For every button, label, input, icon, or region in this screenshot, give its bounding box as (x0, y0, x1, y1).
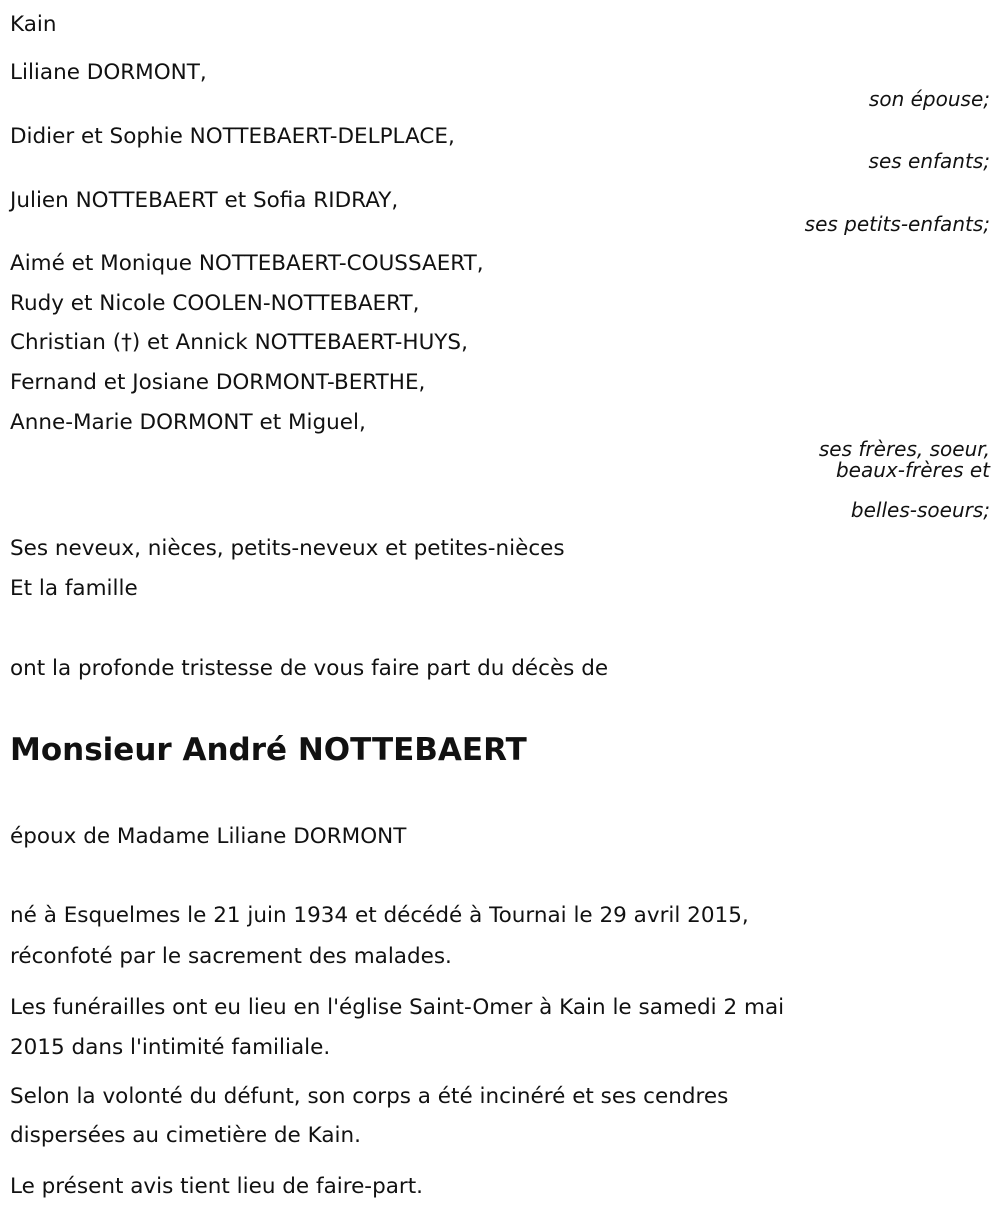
paragraph-line: 2015 dans l'intimité familiale. (10, 1035, 331, 1060)
family-name: Fernand et Josiane DORMONT-BERTHE, (10, 370, 426, 395)
family-relation: beaux-frères et (835, 458, 990, 482)
announcement: ont la profonde tristesse de vous faire part du décès de (10, 656, 609, 681)
paragraph-line: réconfoté par le sacrement des malades. (10, 944, 452, 969)
paragraph-line: dispersées au cimetière de Kain. (10, 1123, 361, 1148)
paragraph-line: Les funérailles ont eu lieu en l'église Saint-Omer à Kain le samedi 2 mai (10, 995, 785, 1020)
family-name: Didier et Sophie NOTTEBAERT-DELPLACE, (10, 124, 455, 149)
place: Kain (10, 12, 57, 37)
family-name: Christian (†) et Annick NOTTEBAERT-HUYS, (10, 330, 468, 355)
spouse-line: époux de Madame Liliane DORMONT (10, 824, 407, 849)
family-name: Julien NOTTEBAERT et Sofia RIDRAY, (10, 188, 399, 213)
family-relation: ses petits-enfants; (804, 212, 990, 236)
family-relation: ses enfants; (868, 149, 990, 173)
paragraph-line: Le présent avis tient lieu de faire-part. (10, 1174, 423, 1199)
others-line: Et la famille (10, 576, 138, 601)
paragraph-line: Selon la volonté du défunt, son corps a été incinéré et ses cendres (10, 1084, 729, 1109)
family-name: Aimé et Monique NOTTEBAERT-COUSSAERT, (10, 251, 484, 276)
paragraph-line: né à Esquelmes le 21 juin 1934 et décédé à Tournai le 29 avril 2015, (10, 903, 749, 928)
family-name: Anne-Marie DORMONT et Miguel, (10, 410, 366, 435)
family-relation: ses frères, soeur, (818, 437, 990, 461)
family-relation: belles-soeurs; (850, 498, 990, 522)
others-line: Ses neveux, nièces, petits-neveux et petites-nièces (10, 536, 565, 561)
family-name: Liliane DORMONT, (10, 60, 207, 85)
deceased-name: Monsieur André NOTTEBAERT (10, 732, 527, 768)
family-name: Rudy et Nicole COOLEN-NOTTEBAERT, (10, 291, 420, 316)
family-relation: son épouse; (868, 87, 990, 111)
